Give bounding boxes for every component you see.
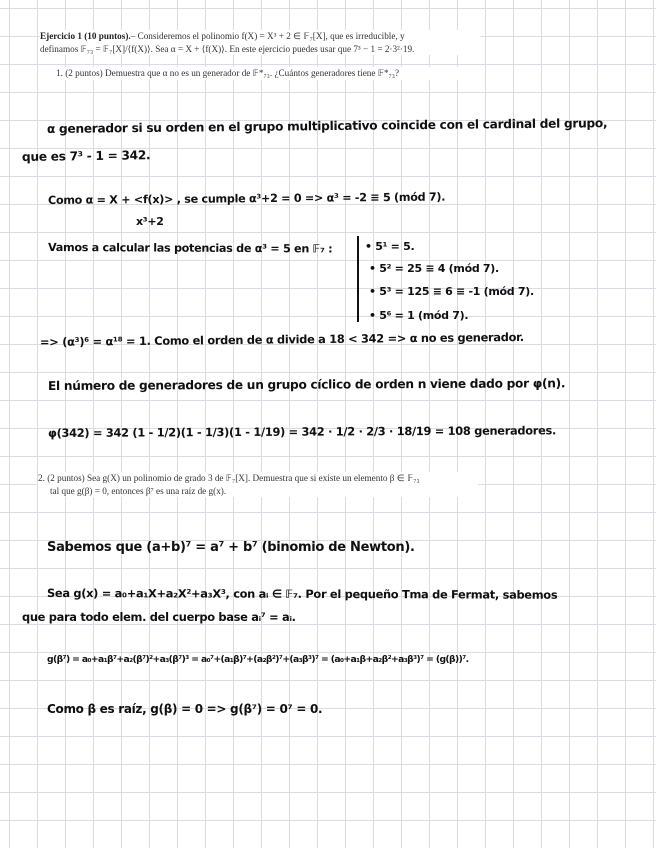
power-item-2: • 5² = 25 ≡ 4 (mód 7). — [369, 262, 499, 275]
answer1-line3: Como α = X + <f(x)> , se cumple α³+2 = 0 => α³ = -2 ≡ 5 (mód 7). — [47, 190, 446, 207]
exercise-title: Ejercicio 1 (10 puntos). — [40, 31, 131, 41]
powers-divider — [357, 236, 359, 322]
answer2-line4: g(β⁷) = a₀+a₁β⁷+a₂(β⁷)²+a₃(β⁷)³ = a₀⁷+(a₁β)⁷+(a₂β²)⁷+(a₃β³)⁷ = (a₀+a₁β+a₂β²+a₃β³)⁷ = (g(β))⁷. — [47, 654, 469, 665]
answer1-line3-sub: x³+2 — [136, 215, 164, 228]
answer1-line7: φ(342) = 342 (1 - 1/2)(1 - 1/3)(1 - 1/19) = 342 · 1/2 · 2/3 · 18/19 = 108 generadores. — [47, 423, 557, 440]
answer1-line1: α generador si su orden en el grupo multiplicativo coincide con el cardinal del grupo, — [46, 116, 608, 136]
exercise-header — [40, 30, 480, 55]
part1-text: 1. (2 puntos) Demuestra que α no es un generador de 𝔽*₇₃. ¿Cuántos generadores tiene 𝔽*₇₃? — [56, 68, 400, 78]
power-item-3: • 5³ = 125 ≡ 6 ≡ -1 (mód 7). — [369, 285, 534, 298]
answer2-line1: Sabemos que (a+b)⁷ = a⁷ + b⁷ (binomio de Newton). — [47, 540, 415, 555]
exercise-intro-line2: definamos 𝔽₇₃ = 𝔽₇[X]/⟨f(X)⟩. Sea α = X + ⟨f(X)⟩. En este ejercicio puedes usar que 7³ − 1 = 2·3²·19. — [40, 43, 415, 54]
answer1-line4: Vamos a calcular las potencias de α³ = 5 en 𝔽₇ : — [47, 241, 333, 256]
power-item-4: • 5⁶ = 1 (mód 7). — [369, 309, 469, 322]
part2-statement — [38, 472, 478, 497]
power-item-1: • 5¹ = 5. — [365, 240, 415, 253]
part2-text-line2: tal que g(β) = 0, entonces β⁷ es una raíz de g(x). — [50, 485, 227, 496]
exercise-intro-line1: – Consideremos el polinomio f(X) = X³ + 2 ∈ 𝔽₇[X], que es irreducible, y — [130, 31, 405, 41]
answer1-line2: que es 7³ - 1 = 342. — [21, 148, 151, 164]
part1-statement — [56, 67, 466, 80]
answer1-line5: => (α³)⁶ = α¹⁸ = 1. Como el orden de α divide a 18 < 342 => α no es generador. — [39, 329, 524, 349]
answer2-line2: Sea g(x) = a₀+a₁X+a₂X²+a₃X³, con aᵢ ∈ 𝔽₇. Por el pequeño Tma de Fermat, sabemos — [46, 586, 558, 602]
part2-text-line1: 2. (2 puntos) Sea g(X) un polinomio de grado 3 de 𝔽₇[X]. Demuestra que si existe un elemento β ∈ 𝔽₇₃ — [38, 473, 420, 483]
answer1-line6: El número de generadores de un grupo cíclico de orden n viene dado por φ(n). — [47, 376, 566, 393]
answer2-line3: que para todo elem. del cuerpo base aᵢ⁷ = aᵢ. — [22, 610, 296, 624]
answer2-line5: Como β es raíz, g(β) = 0 => g(β⁷) = 0⁷ = 0. — [47, 702, 323, 716]
